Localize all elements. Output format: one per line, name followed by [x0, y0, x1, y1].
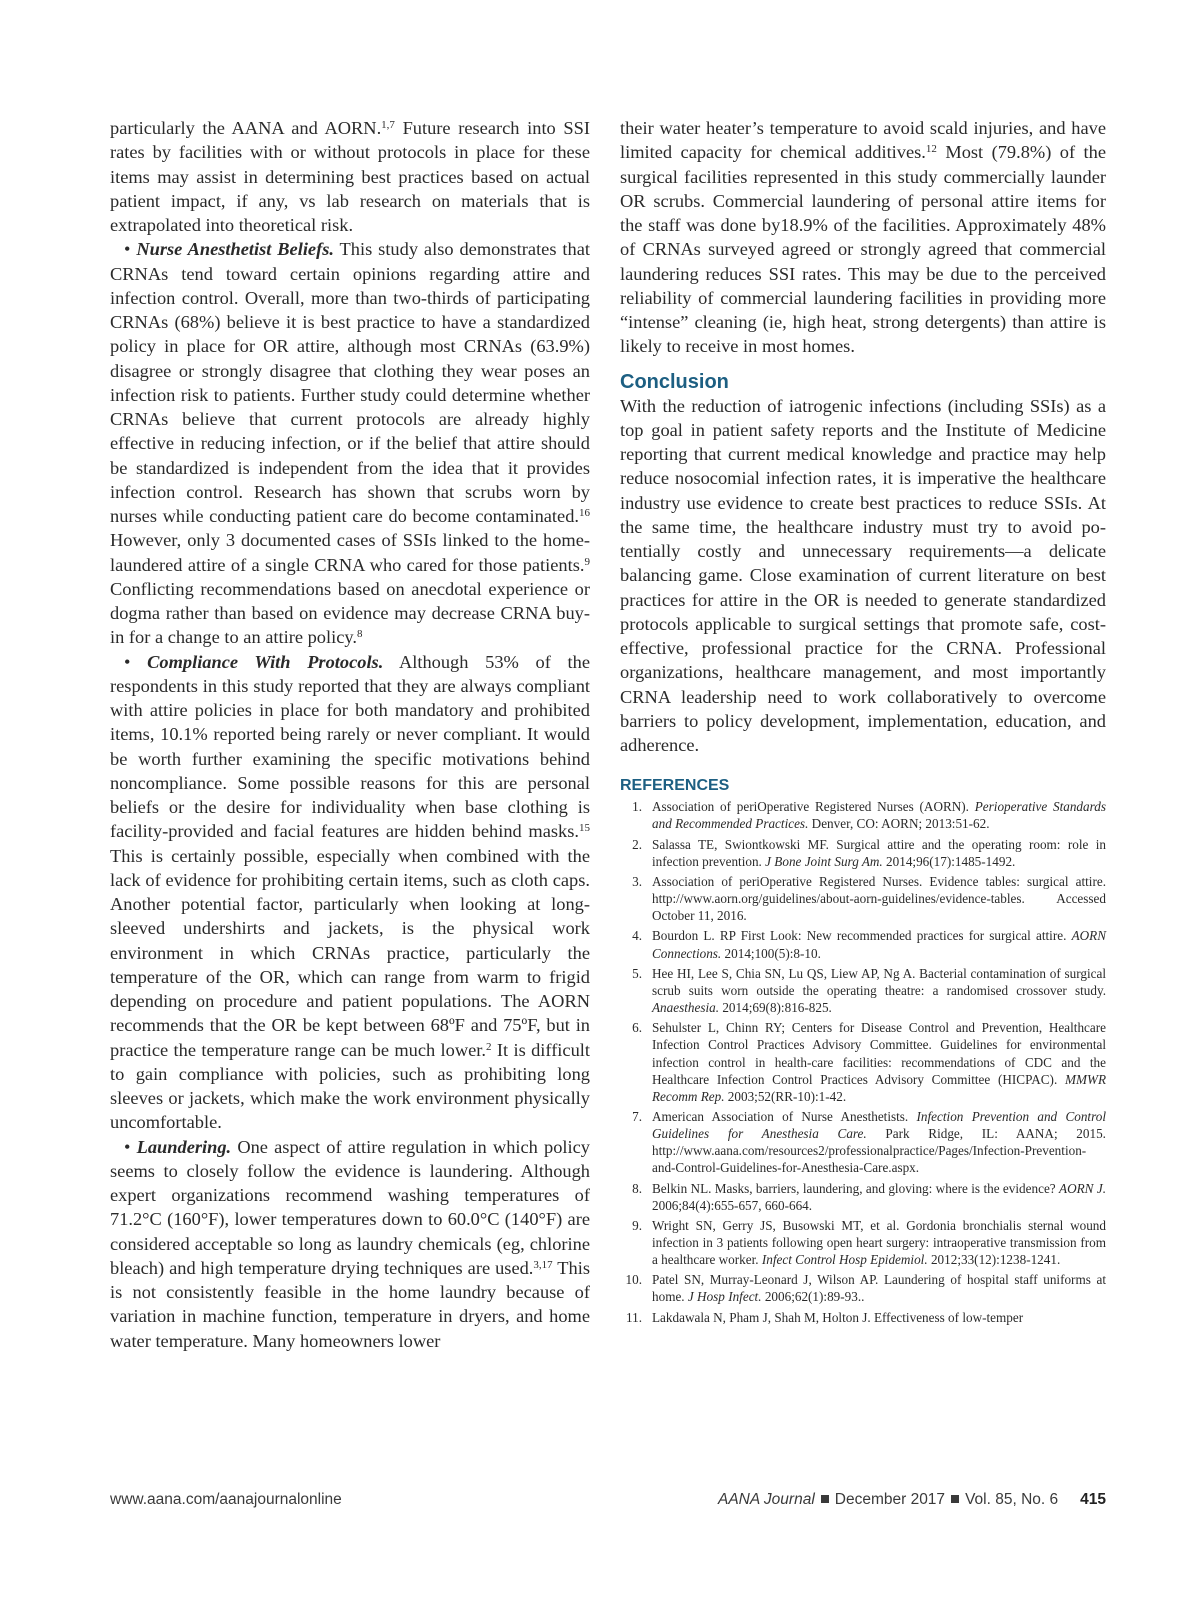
- reference-number: 7.: [632, 1108, 642, 1124]
- page-number: 415: [1080, 1491, 1106, 1508]
- reference-item: [620, 836, 1106, 870]
- reference-text: 2003;52(RR-10):1-42.: [724, 1088, 847, 1104]
- text-run: This study also demonstrates that CRNAs tend toward certain opinions regarding attire and infection control. Overall, more than two-thirds of participating CRNAs (68%) believe it is best practice to have a standardized policy in place for OR attire, although most CRNAs (63.9%) disagree or strongly disagree that clothing they wear poses an infection risk to patients. Further study could determine whether CRNAs believe that current protocols are already highly effective in reducing infection, or if the belief that attire should be standardized is independent from the idea that it provides infection control. Research has shown that scrubs worn by nurses while conducting patient care do become contaminated.: [110, 239, 590, 526]
- reference-item: [620, 1019, 1106, 1104]
- separator-square-icon: [821, 1495, 829, 1503]
- reference-number: 6.: [632, 1020, 642, 1036]
- reference-text: Wright SN, Gerry JS, Busowski MT, et al. Gordonia bronchialis sternal wound infection in 3 patients following open heart surgery: intraoperative transmission from a healthcare worker.: [652, 1217, 1106, 1268]
- bullet-heading: Laundering.: [136, 1136, 232, 1157]
- reference-text: Belkin NL. Masks, barriers, laundering, and gloving: where is the evidence?: [652, 1180, 1060, 1196]
- text-run: particularly the AANA and AORN.: [110, 118, 382, 138]
- reference-item: [620, 927, 1106, 961]
- reference-source: Anaesthesia.: [652, 1000, 720, 1016]
- text-run: Most (79.8%) of the surgical facilities represented in this study commercially launder OR scrubs. Commercial laundering of personal attire items for the staff was done by18.9% of the facilities. Approximately 48% of CRNAs surveyed agreed or strongly agreed that commercial laundering reduces SSI rates. This may be due to the perceived reliability of commercial laundering facilities in providing more “intense” cleaning (ie, high heat, strong detergents) than attire is likely to receive in most homes.: [620, 142, 1106, 357]
- text-run: However, only 3 documented cases of SSIs linked to the home-laundered attire of a single CRNA who cared for those patients.: [110, 530, 590, 575]
- volume-issue: Vol. 85, No. 6: [965, 1491, 1059, 1508]
- reference-text: Patel SN, Murray-Leonard J, Wilson AP. Laundering of hospital staff uniforms at home.: [652, 1272, 1106, 1305]
- reference-number: 10.: [625, 1272, 642, 1288]
- reference-item: [620, 1217, 1106, 1268]
- issue-date: December 2017: [834, 1491, 946, 1508]
- text-run: This is not consistently feasible in the home laundry because of variation in machine function, temperature in dryers, and home water temperature. Many homeowners lower: [110, 1257, 590, 1351]
- conclusion-heading: Conclusion: [620, 370, 729, 393]
- references-list: [620, 798, 1106, 1326]
- reference-text: Bourdon L. RP First Look: New recommended practices for surgical attire.: [652, 928, 1072, 944]
- text-run: Future research into SSI rates by facilities with or without protocols in place for these items may assist in determining best practices based on actual patient impact, if any, vs lab research on materials that is extrapolated into theoretical risk.: [110, 118, 590, 235]
- reference-number: 9.: [632, 1217, 642, 1233]
- footer-citation: [718, 1491, 1106, 1509]
- reference-item: [620, 798, 1106, 832]
- bullet: •: [124, 239, 137, 260]
- reference-text: American Association of Nurse Anesthetists.: [652, 1108, 917, 1124]
- reference-text: Salassa TE, Swiontkowski MF. Surgical attire and the operating room: role in infection prevention.: [652, 836, 1106, 869]
- reference-item: [620, 1271, 1106, 1305]
- reference-text: 2006;84(4):655-657, 660-664.: [652, 1197, 813, 1213]
- citation: 15: [579, 822, 590, 835]
- text-run: Conflicting recommendations based on anecdotal experience or dogma rather than based on evidence may decrease CRNA buy-in for a change to an attire policy.: [110, 578, 590, 648]
- reference-source: J Bone Joint Surg Am.: [765, 853, 883, 869]
- citation: 16: [579, 507, 590, 519]
- bullet-heading: Nurse Anesthetist Beliefs.: [136, 239, 334, 260]
- citation: 8: [356, 628, 363, 641]
- separator-square-icon: [951, 1495, 959, 1503]
- bullet-heading: Compliance With Protocols.: [147, 651, 384, 672]
- reference-item: [620, 1309, 1106, 1326]
- reference-source: Infection Prevention and Control Guidelines for Anesthesia Care.: [652, 1108, 1106, 1142]
- laundering-paragraph: [110, 1135, 590, 1353]
- laundering-continued-paragraph: [620, 116, 1106, 359]
- reference-item: [620, 1180, 1106, 1214]
- reference-source: AORN J.: [1059, 1180, 1106, 1196]
- reference-item: [620, 1108, 1106, 1176]
- reference-text: Park Ridge, IL: AANA; 2015. http://www.aana.com/resources2/professionalpractice/Pages/Infection-Prevention-and-Control-Guidelines-for-Anesthesia-Care.aspx.: [652, 1126, 1106, 1176]
- citation: 1,7: [381, 119, 395, 131]
- bullet: •: [124, 1136, 137, 1157]
- conclusion-paragraph: With the reduction of iatrogenic infections (including SSIs) as a top goal in patient safety reports and the Institute of Medicine reporting that current medical knowledge and practice may help reduce nosocomial infection rates, it is imperative the healthcare industry use evidence to create best practices to reduce SSIs. At the same time, the healthcare industry must try to avoid potentially costly and unnecessary requirements—a delicate balancing game. Close examination of current literature on best practices for attire in the OR is needed to generate standardized protocols applicable to surgical settings that promote safe, cost-effective, professional practice for the CRNA. Professional organizations, healthcare management, and most importantly CRNA leadership need to work collaboratively to overcome barriers to policy development, implementation, education, and adherence.: [620, 395, 1106, 755]
- citation: 12: [925, 143, 937, 156]
- reference-source: AORN Connections.: [652, 928, 1106, 961]
- citation: 2: [486, 1040, 492, 1053]
- reference-text: Sehulster L, Chinn RY; Centers for Disease Control and Prevention, Healthcare Infection Control Practices Advisory Committee. Guidelines for environmental infection control in health-care facilities: recommendations of CDC and the Healthcare Infection Control Practices Advisory Committee (HICPAC).: [652, 1020, 1106, 1087]
- text-run: One aspect of attire regulation in which policy seems to closely follow the evidence is laundering. Although expert organizations recommend washing temperatures of 71.2°C (160°F), lower temperatures down to 60.0°C (140°F) are considered acceptable so long as laundry chemicals (eg, chlorine bleach) and high temperature drying techniques are used.: [110, 1136, 590, 1278]
- reference-text: Denver, CO: AORN; 2013:51-62.: [808, 816, 990, 832]
- text-run: their water heater’s temperature to avoid scald injuries, and have limited capacity for chemical additives.: [620, 118, 1106, 163]
- compliance-paragraph: [110, 650, 590, 1135]
- reference-text: 2014;96(17):1485-1492.: [882, 853, 1016, 869]
- reference-text: Association of periOperative Registered Nurses (AORN).: [652, 799, 975, 815]
- text-run: It is difficult to gain compliance with policies, such as prohibiting long sleeves or jackets, which make the work environment physically uncomfortable.: [110, 1039, 590, 1133]
- reference-source: J Hosp Infect.: [687, 1289, 762, 1305]
- beliefs-paragraph: [110, 237, 590, 649]
- reference-number: 3.: [632, 874, 642, 889]
- journal-name: AANA Journal: [717, 1491, 815, 1508]
- reference-text: 2006;62(1):89-93..: [761, 1289, 865, 1305]
- right-column: [620, 116, 1106, 1329]
- citation: 3,17: [533, 1258, 553, 1271]
- reference-source: Perioperative Standards and Recommended Practices.: [652, 799, 1106, 832]
- reference-source: MMWR Recomm Rep.: [652, 1071, 1106, 1104]
- reference-item: [620, 965, 1106, 1016]
- reference-number: 5.: [632, 965, 642, 981]
- reference-number: 2.: [632, 836, 642, 852]
- bullet: •: [124, 651, 148, 672]
- footer-url[interactable]: www.aana.com/aanajournalonline: [110, 1491, 342, 1508]
- reference-number: 1.: [632, 799, 642, 815]
- left-column: [110, 116, 590, 1353]
- references-heading: REFERENCES: [620, 777, 730, 795]
- citation: 9: [584, 555, 590, 568]
- reference-number: 8.: [632, 1180, 642, 1196]
- reference-number: 4.: [632, 928, 642, 944]
- reference-text: Association of periOperative Registered Nurses. Evidence tables: surgical attire. http://www.aorn.org/guidelines/about-aorn-guidelines/evidence-tables. Accessed October 11, 2016.: [652, 874, 1106, 924]
- text-run: Although 53% of the respondents in this study reported that they are always compliant with attire policies in place for both mandatory and prohibited items, 10.1% reported being rarely or never compliant. It would be worth further examining the specific motivations behind noncompliance. Some possible reasons for this are personal beliefs or the desire for individuality when base clothing is facility-provided and facial features are hidden behind masks.: [110, 651, 590, 842]
- reference-text: 2012;33(12):1238-1241.: [927, 1252, 1061, 1268]
- reference-text: 2014;69(8):816-825.: [719, 1000, 832, 1016]
- intro-paragraph: [110, 116, 590, 237]
- reference-text: 2014;100(5):8-10.: [721, 945, 821, 961]
- text-run: This is certainly possible, especially when combined with the lack of evidence for prohibiting certain items, such as cloth caps. Another potential factor, particularly when looking at long-sleeved undershirts and jackets, is the physical work environment in which CRNAs practice, particularly the temperature of the OR, which can range from warm to frigid depending on procedure and patient populations. The AORN recommends that the OR be kept between 68ºF and 75ºF, but in practice the temperature range can be much lower.: [110, 845, 590, 1060]
- reference-number: 11.: [626, 1309, 642, 1325]
- reference-item: [620, 873, 1106, 924]
- reference-source: Infect Control Hosp Epidemiol.: [761, 1252, 928, 1268]
- reference-text: Hee HI, Lee S, Chia SN, Lu QS, Liew AP, Ng A. Bacterial contamination of surgical scrub suits worn outside the operating theatre: a randomised crossover study.: [652, 965, 1106, 998]
- reference-text: Lakdawala N, Pham J, Shah M, Holton J. Effectiveness of low-temper: [652, 1309, 1024, 1325]
